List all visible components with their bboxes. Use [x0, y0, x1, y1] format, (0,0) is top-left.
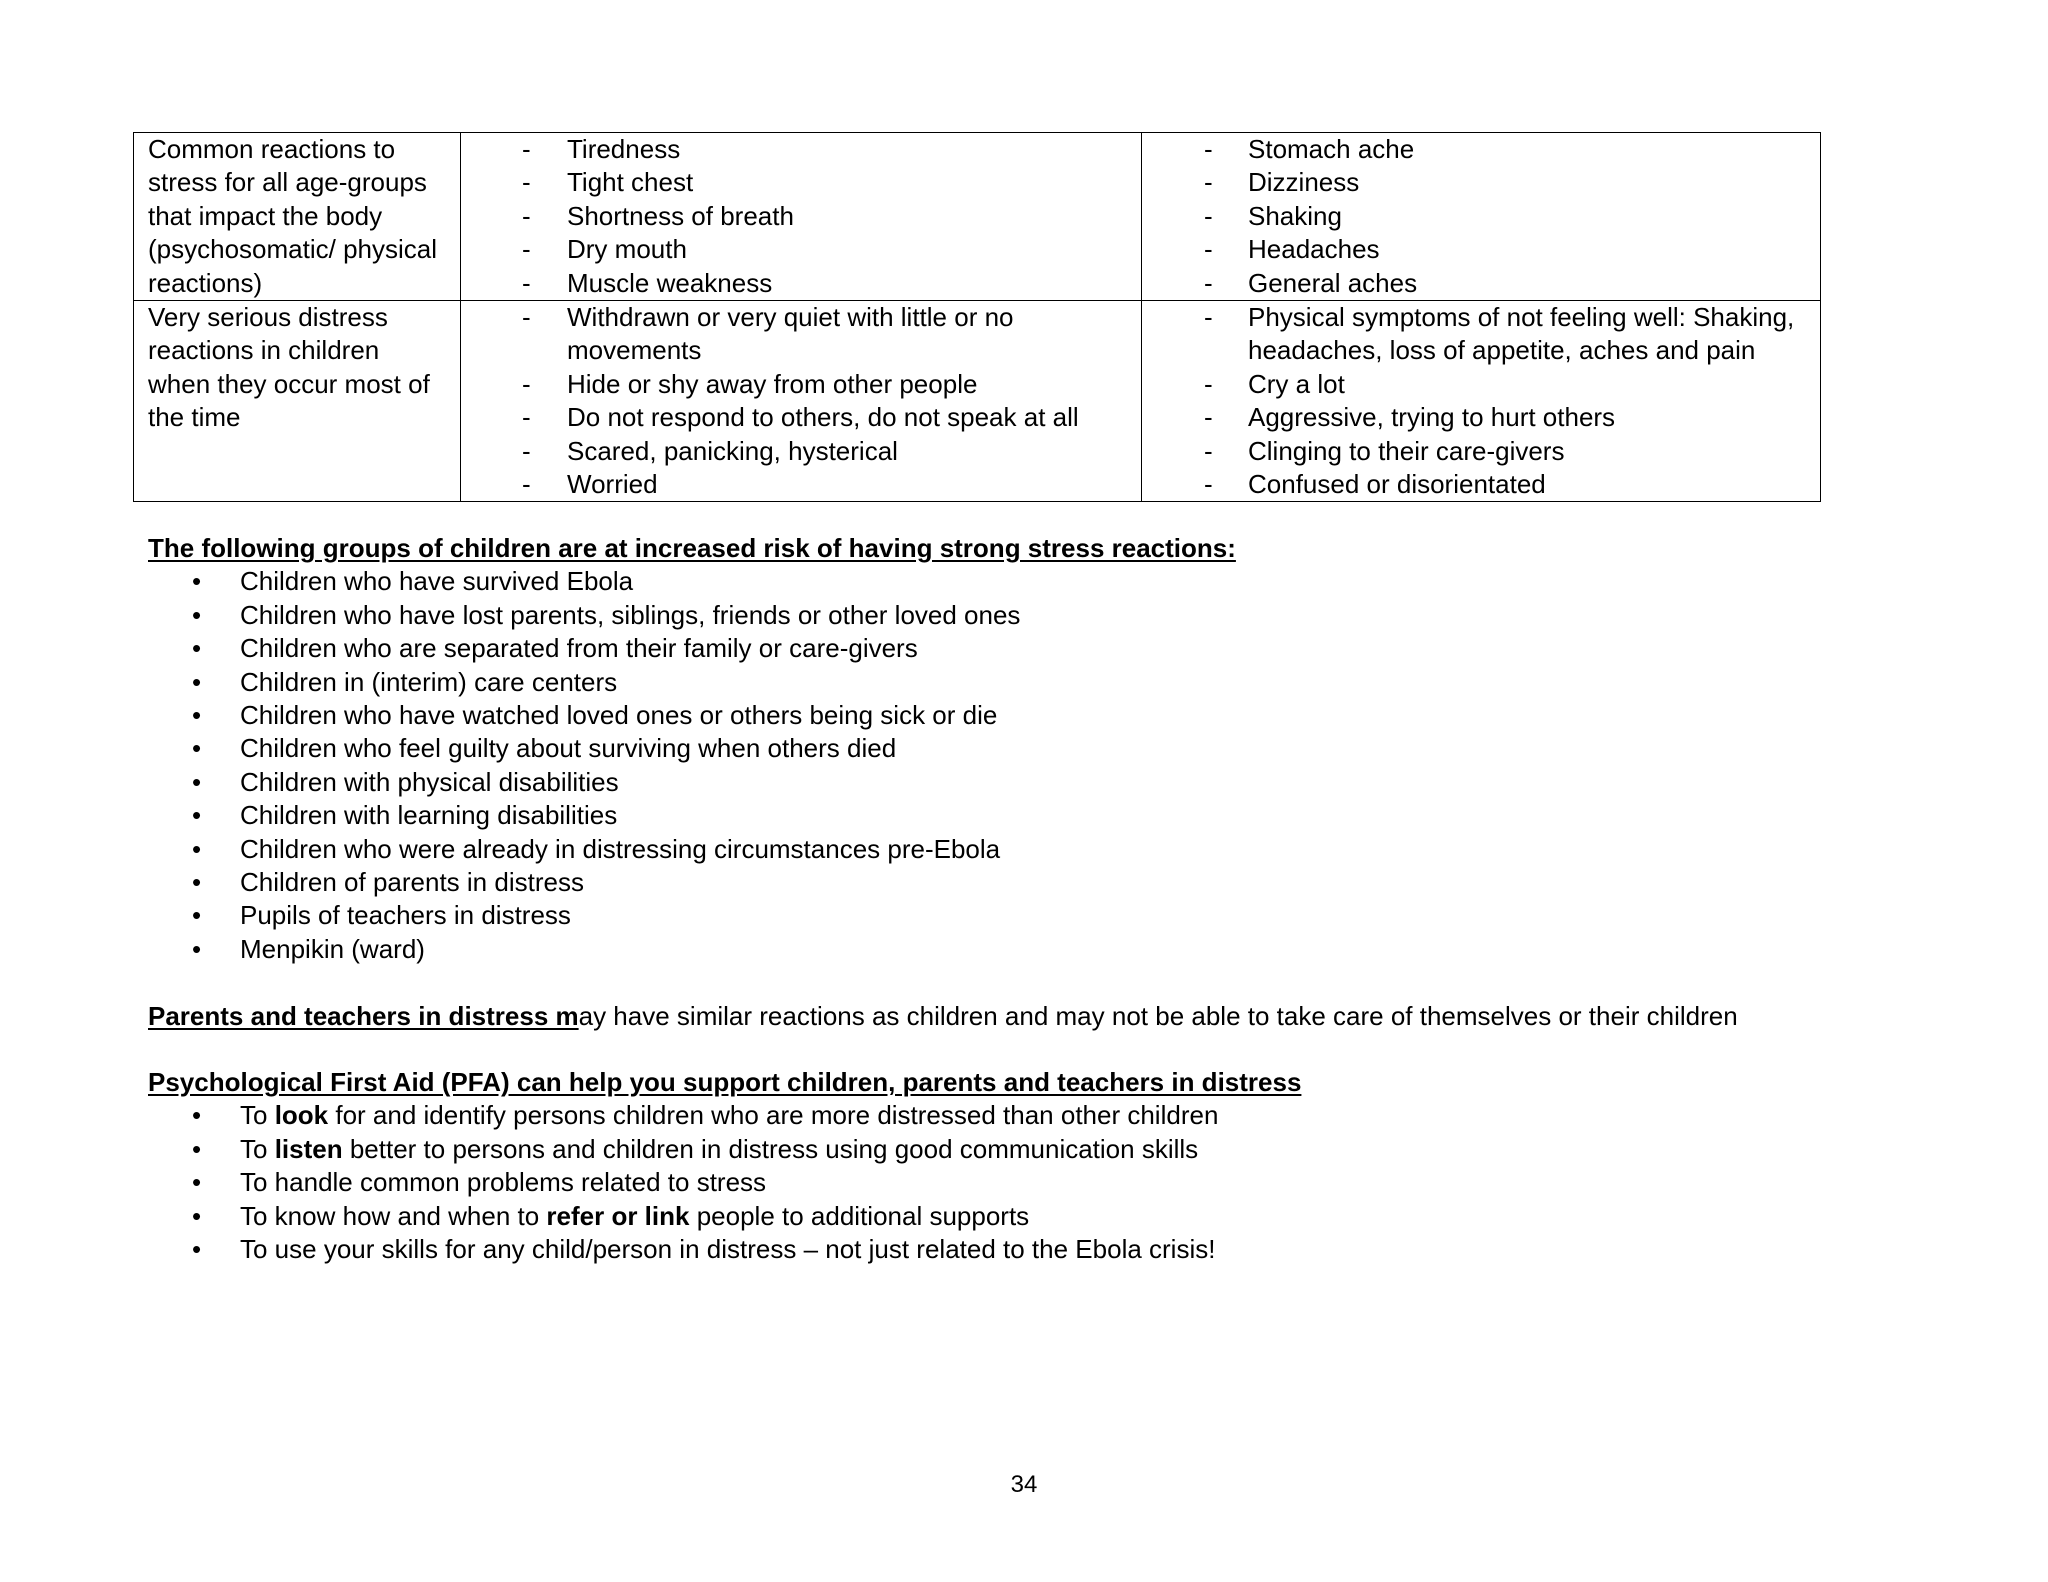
list-item-text: Shaking [1248, 200, 1342, 231]
dash-marker: - [522, 200, 531, 231]
list-item-bold: refer or link [546, 1200, 690, 1231]
list-item-post: better to persons and children in distress using good communication skills [342, 1133, 1199, 1164]
list-item-text: Worried [567, 469, 658, 500]
list-item-text: Shortness of breath [567, 200, 794, 231]
stress-reactions-table [133, 132, 1821, 502]
list-item-text: Children who feel guilty about surviving when others died [240, 733, 897, 764]
list-item-text: Children with learning disabilities [240, 800, 618, 831]
bullet-marker: • [192, 1100, 202, 1131]
list-item-text: Aggressive, trying to hurt others [1248, 402, 1616, 433]
table-row-label [134, 133, 461, 301]
list-item [148, 799, 1848, 832]
list-item-text: Muscle weakness [567, 267, 773, 298]
label-line: when they occur most of [148, 368, 430, 399]
list-item [148, 933, 1848, 966]
bullet-marker: • [192, 1200, 202, 1231]
list-item-pre: To handle common problems related to stress [240, 1167, 767, 1198]
dash-marker: - [522, 302, 531, 333]
table-row-label [134, 301, 461, 502]
list-item [1142, 368, 1820, 401]
bullet-marker: • [192, 867, 202, 898]
list-item-text: Children in (interim) care centers [240, 666, 618, 697]
bullet-marker: • [192, 666, 202, 697]
list-item-text: Children who were already in distressing circumstances pre-Ebola [240, 833, 1001, 864]
table-row-common-reactions [134, 133, 1821, 301]
list-item [148, 866, 1848, 899]
list-item [148, 699, 1848, 732]
list-item-pre: To [240, 1133, 275, 1164]
dash-marker: - [1204, 402, 1213, 433]
list-item-text: Children of parents in distress [240, 867, 584, 898]
bullet-marker: • [192, 900, 202, 931]
list-item [461, 401, 1141, 434]
list-item [1142, 468, 1820, 501]
list-item [148, 632, 1848, 665]
pfa-section [148, 1066, 1848, 1266]
bullet-marker: • [192, 800, 202, 831]
list-item-text: General aches [1248, 267, 1418, 298]
list-item [1142, 267, 1820, 300]
dash-list [1142, 301, 1820, 501]
list-item [148, 599, 1848, 632]
dash-marker: - [522, 134, 531, 164]
dash-list [461, 133, 1141, 300]
dash-marker: - [1204, 134, 1213, 164]
label-line: reactions) [148, 267, 263, 298]
list-item-bold: look [274, 1100, 329, 1131]
label-line: reactions in children [148, 335, 380, 366]
table-cell-col-a [461, 301, 1142, 502]
dash-marker: - [1204, 302, 1213, 333]
dash-marker: - [522, 402, 531, 433]
table-cell-col-b [1142, 301, 1821, 502]
list-item [148, 666, 1848, 699]
parents-teachers-paragraph [148, 1000, 1848, 1033]
list-item-pre: To [240, 1100, 275, 1131]
list-item [148, 833, 1848, 866]
list-item-pre: To use your skills for any child/person in distress – not just related to the Ebola crisis! [240, 1234, 1216, 1265]
list-item [1142, 301, 1820, 368]
list-item-text: Children who have watched loved ones or others being sick or die [240, 700, 998, 731]
list-item-text: Children who are separated from their family or care-givers [240, 633, 918, 664]
dash-list [1142, 133, 1820, 300]
dash-marker: - [1204, 167, 1213, 198]
bullet-marker: • [192, 933, 202, 964]
list-item [461, 468, 1141, 501]
list-item [461, 435, 1141, 468]
list-item [1142, 166, 1820, 199]
list-item [1142, 133, 1820, 166]
bullet-marker: • [192, 733, 202, 764]
list-item-text: Scared, panicking, hysterical [567, 435, 898, 466]
list-item [148, 899, 1848, 932]
bullet-marker: • [192, 1234, 202, 1265]
list-item [148, 1200, 1848, 1233]
list-item [461, 200, 1141, 233]
dash-marker: - [522, 469, 531, 500]
list-item [148, 732, 1848, 765]
label-line: (psychosomatic/ physical [148, 234, 437, 265]
bullet-marker: • [192, 766, 202, 797]
bullet-marker: • [192, 1133, 202, 1164]
label-line: the time [148, 402, 241, 433]
bullet-marker: • [192, 1167, 202, 1198]
list-item [1142, 200, 1820, 233]
dash-marker: - [1204, 469, 1213, 500]
list-item-text: Hide or shy away from other people [567, 368, 978, 399]
parents-teachers-heading: Parents and teachers in distress m [148, 1001, 579, 1031]
list-item [461, 368, 1141, 401]
list-item-text: Cry a lot [1248, 368, 1345, 399]
list-item-text: Pupils of teachers in distress [240, 900, 571, 931]
dash-marker: - [1204, 435, 1213, 466]
list-item-text: Headaches [1248, 234, 1380, 265]
list-item [148, 766, 1848, 799]
list-item-text: Physical symptoms of not feeling well: Shaking, headaches, loss of appetite, aches and pain [1248, 302, 1795, 366]
pfa-heading: Psychological First Aid (PFA) can help you support children, parents and teachers in distress [148, 1067, 1302, 1097]
dash-marker: - [522, 167, 531, 198]
label-line: stress for all age-groups [148, 167, 427, 198]
list-item [1142, 435, 1820, 468]
bullet-marker: • [192, 566, 202, 597]
list-item [461, 133, 1141, 166]
parents-teachers-text: ay have similar reactions as children and may not be able to take care of themselves or their children [578, 1001, 1738, 1031]
list-item-text: Withdrawn or very quiet with little or no movements [567, 302, 1014, 366]
dash-list [461, 301, 1141, 501]
dash-marker: - [1204, 368, 1213, 399]
list-item-post: people to additional supports [689, 1200, 1030, 1231]
list-item [461, 166, 1141, 199]
dash-marker: - [1204, 200, 1213, 231]
bullet-marker: • [192, 700, 202, 731]
bullet-marker: • [192, 833, 202, 864]
label-line: that impact the body [148, 200, 383, 231]
list-item-text: Children who have survived Ebola [240, 566, 634, 597]
list-item [148, 1099, 1848, 1132]
dash-marker: - [522, 368, 531, 399]
list-item [148, 1233, 1848, 1266]
list-item-bold: listen [274, 1133, 343, 1164]
dash-marker: - [522, 234, 531, 265]
list-item-text: Children who have lost parents, siblings, friends or other loved ones [240, 599, 1021, 630]
dash-marker: - [522, 435, 531, 466]
list-item-pre: To know how and when to [240, 1200, 547, 1231]
dash-marker: - [522, 267, 531, 298]
list-item-text: Dry mouth [567, 234, 687, 265]
table-cell-col-b [1142, 133, 1821, 301]
at-risk-groups-heading: The following groups of children are at increased risk of having strong stress reactions: [148, 533, 1236, 563]
list-item-text: Menpikin (ward) [240, 933, 425, 964]
list-item-text: Stomach ache [1248, 134, 1415, 164]
dash-marker: - [1204, 267, 1213, 298]
list-item-text: Clinging to their care-givers [1248, 435, 1565, 466]
label-line: Common reactions to [148, 134, 396, 164]
list-item [461, 267, 1141, 300]
list-item-text: Dizziness [1248, 167, 1360, 198]
list-item-text: Do not respond to others, do not speak at all [567, 402, 1079, 433]
dash-marker: - [1204, 234, 1213, 265]
list-item-text: Children with physical disabilities [240, 766, 619, 797]
list-item-text: Confused or disorientated [1248, 469, 1546, 500]
list-item-text: Tiredness [567, 134, 681, 164]
bullet-marker: • [192, 599, 202, 630]
label-line: Very serious distress [148, 302, 388, 333]
list-item [1142, 401, 1820, 434]
list-item [1142, 233, 1820, 266]
list-item [148, 1133, 1848, 1166]
pfa-list [148, 1099, 1848, 1266]
table-cell-col-a [461, 133, 1142, 301]
list-item [148, 1166, 1848, 1199]
bullet-marker: • [192, 633, 202, 664]
list-item-text: Tight chest [567, 167, 694, 198]
table-row-serious-distress [134, 301, 1821, 502]
at-risk-groups-section [148, 532, 1848, 966]
list-item [148, 565, 1848, 598]
list-item [461, 233, 1141, 266]
at-risk-groups-list [148, 565, 1848, 966]
list-item [461, 301, 1141, 368]
list-item-post: for and identify persons children who are more distressed than other children [328, 1100, 1219, 1131]
page-number: 34 [1010, 1471, 1038, 1498]
